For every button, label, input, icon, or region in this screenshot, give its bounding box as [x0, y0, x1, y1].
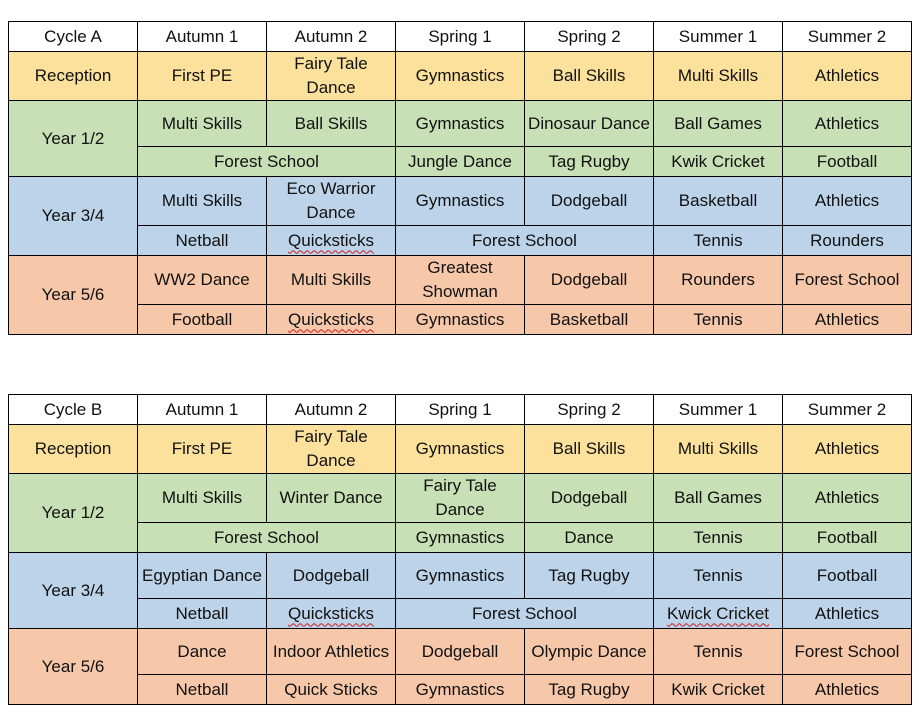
activity-cell: Forest School — [783, 629, 912, 675]
reception-row — [9, 52, 912, 101]
activity-cell: Athletics — [783, 474, 912, 523]
spellcheck-underlined-text: Quicksticks — [288, 603, 374, 623]
spellcheck-underlined-text: Kwick Cricket — [666, 603, 769, 623]
activity-cell: Forest School — [396, 226, 654, 256]
year-label: Year 1/2 — [9, 101, 138, 177]
activity-cell: Gymnastics — [396, 305, 525, 335]
activity-cell: Dinosaur Dance — [525, 101, 654, 147]
year56-row-2 — [9, 675, 912, 705]
activity-cell: Jungle Dance — [396, 147, 525, 177]
activity-cell: Ball Skills — [525, 425, 654, 474]
activity-cell: Kwik Cricket — [654, 675, 783, 705]
activity-cell: Athletics — [783, 675, 912, 705]
activity-cell: Ball Games — [654, 474, 783, 523]
year-label: Year 1/2 — [9, 474, 138, 553]
activity-cell: Dodgeball — [267, 553, 396, 599]
activity-cell: Kwik Cricket — [654, 147, 783, 177]
activity-cell: Netball — [138, 599, 267, 629]
activity-cell — [654, 599, 783, 629]
activity-cell: Tennis — [654, 226, 783, 256]
activity-cell: Football — [783, 523, 912, 553]
activity-cell: Athletics — [783, 305, 912, 335]
activity-cell: Tag Rugby — [525, 675, 654, 705]
header-autumn-1: Autumn 1 — [138, 395, 267, 425]
activity-cell: Fairy Tale Dance — [267, 52, 396, 101]
year12-row-2 — [9, 523, 912, 553]
header-autumn-2: Autumn 2 — [267, 395, 396, 425]
activity-cell: Football — [783, 553, 912, 599]
header-spring-2: Spring 2 — [525, 22, 654, 52]
activity-cell: Tag Rugby — [525, 553, 654, 599]
year-label: Year 3/4 — [9, 177, 138, 256]
header-summer-1: Summer 1 — [654, 395, 783, 425]
activity-cell: Forest School — [138, 147, 396, 177]
year-label: Reception — [9, 425, 138, 474]
activity-cell: Multi Skills — [654, 52, 783, 101]
header-autumn-1: Autumn 1 — [138, 22, 267, 52]
activity-cell: Athletics — [783, 177, 912, 226]
activity-cell: Multi Skills — [138, 474, 267, 523]
activity-cell — [267, 305, 396, 335]
activity-cell: Gymnastics — [396, 553, 525, 599]
activity-cell: Multi Skills — [267, 256, 396, 305]
activity-cell: Gymnastics — [396, 177, 525, 226]
header-spring-1: Spring 1 — [396, 22, 525, 52]
activity-cell: Gymnastics — [396, 52, 525, 101]
header-summer-1: Summer 1 — [654, 22, 783, 52]
year56-row-2 — [9, 305, 912, 335]
activity-cell: Forest School — [138, 523, 396, 553]
year-label: Year 5/6 — [9, 629, 138, 705]
activity-cell: Greatest Showman — [396, 256, 525, 305]
activity-cell: Tennis — [654, 629, 783, 675]
activity-cell: Athletics — [783, 52, 912, 101]
activity-cell: Dodgeball — [525, 177, 654, 226]
activity-cell — [267, 226, 396, 256]
reception-row — [9, 425, 912, 474]
activity-cell: Egyptian Dance — [138, 553, 267, 599]
year12-row-1 — [9, 101, 912, 147]
activity-cell: Tennis — [654, 305, 783, 335]
activity-cell: Athletics — [783, 599, 912, 629]
activity-cell: Multi Skills — [654, 425, 783, 474]
activity-cell: Fairy Tale Dance — [267, 425, 396, 474]
activity-cell: Multi Skills — [138, 177, 267, 226]
cycle-a-table — [8, 21, 912, 335]
year12-row-2 — [9, 147, 912, 177]
header-spring-1: Spring 1 — [396, 395, 525, 425]
header-spring-2: Spring 2 — [525, 395, 654, 425]
activity-cell: Netball — [138, 675, 267, 705]
activity-cell: Forest School — [396, 599, 654, 629]
activity-cell: Dance — [138, 629, 267, 675]
activity-cell: Gymnastics — [396, 101, 525, 147]
year34-row-1 — [9, 177, 912, 226]
activity-cell: Olympic Dance — [525, 629, 654, 675]
year-label: Reception — [9, 52, 138, 101]
activity-cell: Basketball — [654, 177, 783, 226]
year56-row-1 — [9, 256, 912, 305]
cycle-label: Cycle A — [9, 22, 138, 52]
activity-cell: Ball Skills — [267, 101, 396, 147]
header-summer-2: Summer 2 — [783, 395, 912, 425]
activity-cell: Netball — [138, 226, 267, 256]
year12-row-1 — [9, 474, 912, 523]
activity-cell — [267, 599, 396, 629]
activity-cell: Quick Sticks — [267, 675, 396, 705]
activity-cell: Tennis — [654, 523, 783, 553]
activity-cell: Dodgeball — [396, 629, 525, 675]
year56-row-1 — [9, 629, 912, 675]
activity-cell: Tag Rugby — [525, 147, 654, 177]
activity-cell: Dodgeball — [525, 256, 654, 305]
cycle-label: Cycle B — [9, 395, 138, 425]
activity-cell: Eco Warrior Dance — [267, 177, 396, 226]
activity-cell: Gymnastics — [396, 425, 525, 474]
activity-cell: Indoor Athletics — [267, 629, 396, 675]
activity-cell: Dodgeball — [525, 474, 654, 523]
activity-cell: Fairy Tale Dance — [396, 474, 525, 523]
activity-cell: Forest School — [783, 256, 912, 305]
activity-cell: Athletics — [783, 101, 912, 147]
header-summer-2: Summer 2 — [783, 22, 912, 52]
activity-cell: Ball Skills — [525, 52, 654, 101]
header-row — [9, 22, 912, 52]
activity-cell: Football — [138, 305, 267, 335]
header-row — [9, 395, 912, 425]
activity-cell: Rounders — [654, 256, 783, 305]
year34-row-2 — [9, 226, 912, 256]
activity-cell: WW2 Dance — [138, 256, 267, 305]
header-autumn-2: Autumn 2 — [267, 22, 396, 52]
activity-cell: Basketball — [525, 305, 654, 335]
activity-cell: First PE — [138, 425, 267, 474]
year34-row-2 — [9, 599, 912, 629]
activity-cell: Multi Skills — [138, 101, 267, 147]
activity-cell: Football — [783, 147, 912, 177]
activity-cell: Rounders — [783, 226, 912, 256]
activity-cell: Winter Dance — [267, 474, 396, 523]
year-label: Year 3/4 — [9, 553, 138, 629]
spellcheck-underlined-text: Quicksticks — [288, 230, 374, 250]
activity-cell: First PE — [138, 52, 267, 101]
activity-cell: Athletics — [783, 425, 912, 474]
spellcheck-underlined-text: Quicksticks — [288, 309, 374, 329]
year-label: Year 5/6 — [9, 256, 138, 335]
year34-row-1 — [9, 553, 912, 599]
activity-cell: Ball Games — [654, 101, 783, 147]
activity-cell: Tennis — [654, 553, 783, 599]
activity-cell: Gymnastics — [396, 675, 525, 705]
activity-cell: Gymnastics — [396, 523, 525, 553]
activity-cell: Dance — [525, 523, 654, 553]
cycle-b-table — [8, 394, 912, 705]
